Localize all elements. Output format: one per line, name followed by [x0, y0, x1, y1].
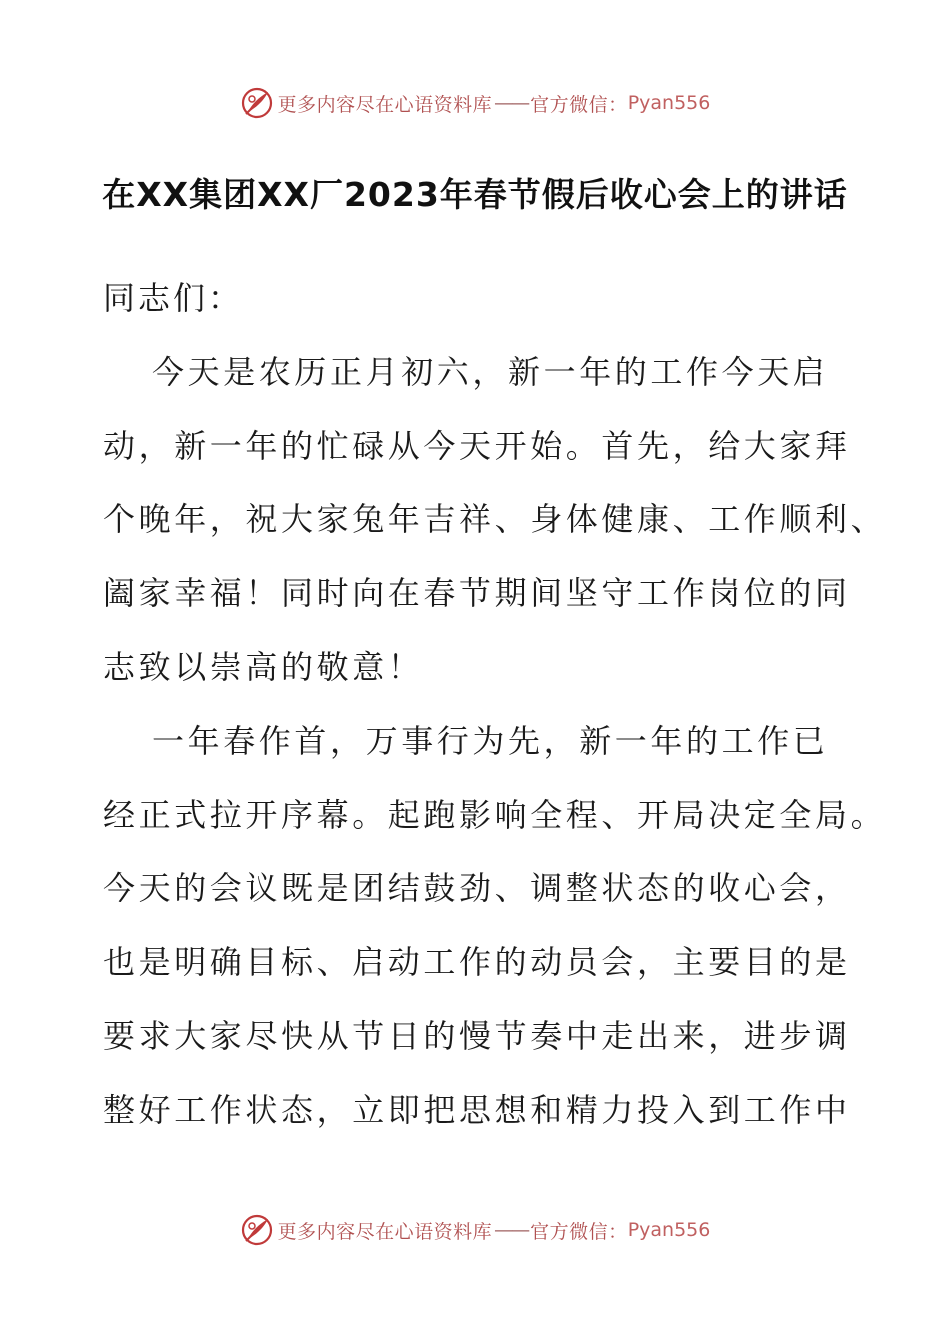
document-title: 在XX集团XX厂2023年春节假后收心会上的讲话 — [102, 175, 848, 214]
body-line: 要求大家尽快从节日的慢节奏中走出来，进步调 — [103, 1016, 851, 1055]
body-line: 整好工作状态，立即把思想和精力投入到工作中 — [103, 1090, 851, 1129]
banner-handle: Pyan556 — [627, 1219, 711, 1241]
quill-pen-logo-icon — [240, 86, 274, 120]
body-line: 阖家幸福！同时向在春节期间坚守工作岗位的同 — [103, 574, 851, 613]
banner-text: 更多内容尽在心语资料库 — [277, 1220, 493, 1243]
banner-text: 更多内容尽在心语资料库 — [277, 93, 493, 116]
body-line: 动，新一年的忙碌从今天开始。首先，给大家拜 — [103, 426, 851, 465]
banner-handle: Pyan556 — [627, 92, 711, 114]
banner-separator: —— — [494, 1219, 529, 1241]
body-line: 今天的会议既是团结鼓劲、调整状态的收心会， — [103, 869, 851, 908]
banner-separator: —— — [494, 92, 529, 114]
quill-pen-logo-icon — [240, 1213, 274, 1247]
header-banner — [0, 83, 950, 123]
body-line: 个晚年，祝大家兔年吉祥、身体健康、工作顺利、 — [103, 500, 887, 539]
document-body — [103, 262, 887, 1148]
body-line: 经正式拉开序幕。起跑影响全程、开局决定全局。 — [103, 795, 887, 834]
footer-banner — [0, 1210, 950, 1250]
banner-label: 官方微信： — [530, 1220, 628, 1243]
body-line: 也是明确目标、启动工作的动员会，主要目的是 — [103, 943, 851, 982]
banner-label: 官方微信： — [530, 93, 628, 116]
body-line: 今天是农历正月初六，新一年的工作今天启 — [152, 352, 829, 391]
salutation: 同志们： — [103, 279, 244, 317]
body-line: 志致以崇高的敬意！ — [103, 647, 424, 686]
body-line: 一年春作首，万事行为先，新一年的工作已 — [152, 721, 829, 760]
